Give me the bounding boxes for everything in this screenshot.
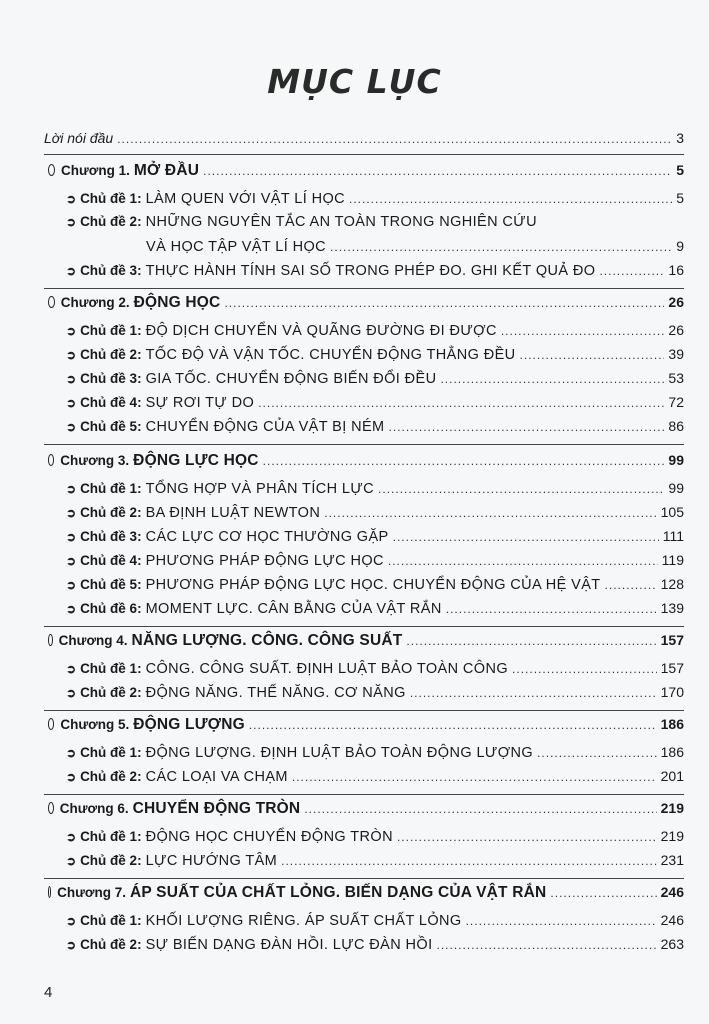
topic-title: ĐỘNG LƯỢNG. ĐỊNH LUẬT BẢO TOÀN ĐỘNG LƯỢNG: [145, 745, 534, 761]
chapter-title: ĐỘNG LỰC HỌC: [133, 452, 259, 469]
toc-topic-row[interactable]: [66, 480, 684, 497]
chapter-title: NĂNG LƯỢNG. CÔNG. CÔNG SUẤT: [131, 632, 403, 649]
page-ref: 3: [676, 130, 684, 146]
page-ref: 99: [668, 452, 684, 468]
divider: [44, 710, 684, 711]
leader-dots: [393, 530, 659, 544]
arrow-bullet-icon: ➲: [66, 770, 77, 784]
topic-title: LỰC HƯỚNG TÂM: [145, 853, 278, 869]
circle-bullet-icon: [48, 886, 51, 898]
toc-topic-row[interactable]: [66, 504, 684, 521]
leader-dots: [446, 602, 657, 616]
page-ref: 105: [660, 504, 684, 520]
leader-dots: [605, 578, 657, 592]
topic-title: PHƯƠNG PHÁP ĐỘNG LỰC HỌC: [145, 553, 384, 569]
arrow-bullet-icon: ➲: [66, 530, 77, 544]
arrow-bullet-icon: ➲: [66, 938, 77, 952]
toc-topic-row[interactable]: [66, 418, 684, 435]
divider: [44, 288, 684, 289]
divider: [44, 444, 684, 445]
toc-topic-row[interactable]: [66, 190, 684, 207]
chapter-label: Chương 7.: [57, 885, 127, 900]
leader-dots: [410, 686, 657, 700]
chapter-title: MỞ ĐẦU: [133, 162, 200, 179]
chapter-title: ĐỘNG LƯỢNG: [133, 716, 245, 733]
arrow-bullet-icon: ➲: [66, 396, 77, 410]
circle-bullet-icon: [48, 634, 53, 646]
divider: [44, 154, 684, 155]
page-ref: 53: [668, 370, 684, 386]
toc-topic-row[interactable]: [66, 576, 684, 593]
leader-dots: [397, 830, 657, 844]
topic-label: Chủ đề 2:: [80, 505, 142, 520]
arrow-bullet-icon: ➲: [66, 686, 77, 700]
leader-dots: [258, 396, 664, 410]
leader-dots: [203, 164, 672, 178]
intro-title: Lời nói đầu: [44, 130, 114, 146]
leader-dots: [349, 192, 672, 206]
chapter-title: ÁP SUẤT CỦA CHẤT LỎNG. BIẾN DẠNG CỦA VẬT RẮN: [130, 884, 547, 901]
page-ref: 5: [676, 190, 684, 206]
page-ref: 26: [668, 294, 684, 310]
topic-label: Chủ đề 1:: [80, 323, 142, 338]
arrow-bullet-icon: ➲: [66, 746, 77, 760]
arrow-bullet-icon: ➲: [66, 482, 77, 496]
page-ref: 186: [660, 744, 684, 760]
topic-title: KHỐI LƯỢNG RIÊNG. ÁP SUẤT CHẤT LỎNG: [145, 913, 462, 929]
topic-label: Chủ đề 5:: [80, 419, 142, 434]
topic-label: Chủ đề 5:: [80, 577, 142, 592]
leader-dots: [437, 938, 657, 952]
arrow-bullet-icon: ➲: [66, 324, 77, 338]
topic-label: Chủ đề 2:: [80, 685, 142, 700]
topic-label: Chủ đề 2:: [80, 769, 142, 784]
toc-chapter-row[interactable]: [48, 800, 684, 818]
topic-title-cont: VÀ HỌC TẬP VẬT LÍ HỌC: [146, 239, 327, 255]
leader-dots: [599, 264, 664, 278]
topic-label: Chủ đề 3:: [80, 371, 142, 386]
topic-title: MOMENT LỰC. CÂN BẰNG CỦA VẬT RẮN: [145, 601, 442, 617]
leader-dots: [512, 662, 657, 676]
divider: [44, 878, 684, 879]
leader-dots: [440, 372, 664, 386]
topic-label: Chủ đề 1:: [80, 745, 142, 760]
arrow-bullet-icon: ➲: [66, 348, 77, 362]
toc-chapter-row[interactable]: [48, 162, 684, 180]
toc-topic-row[interactable]: [66, 370, 684, 387]
leader-dots: [550, 886, 656, 900]
topic-label: Chủ đề 1:: [80, 481, 142, 496]
toc-topic-row[interactable]: [66, 912, 684, 929]
leader-dots: [224, 296, 664, 310]
topic-title: ĐỘ DỊCH CHUYỂN VÀ QUÃNG ĐƯỜNG ĐI ĐƯỢC: [145, 323, 497, 339]
page-number: 4: [44, 984, 53, 1001]
arrow-bullet-icon: ➲: [66, 420, 77, 434]
toc-intro-row[interactable]: [44, 130, 684, 146]
page-ref: 5: [676, 162, 684, 178]
chapter-label: Chương 2.: [60, 295, 130, 310]
leader-dots: [263, 454, 665, 468]
arrow-bullet-icon: ➲: [66, 506, 77, 520]
toc-chapter-row[interactable]: [48, 452, 684, 470]
topic-label: Chủ đề 1:: [80, 191, 142, 206]
topic-title: CÔNG. CÔNG SUẤT. ĐỊNH LUẬT BẢO TOÀN CÔNG: [145, 661, 509, 677]
page-ref: 16: [668, 262, 684, 278]
chapter-label: Chương 4.: [58, 633, 128, 648]
arrow-bullet-icon: ➲: [66, 192, 77, 206]
leader-dots: [281, 854, 657, 868]
toc-topic-row[interactable]: [66, 214, 684, 230]
page-ref: 86: [668, 418, 684, 434]
leader-dots: [330, 240, 672, 254]
page-ref: 231: [660, 852, 684, 868]
page-ref: 99: [668, 480, 684, 496]
toc-topic-row[interactable]: [66, 528, 684, 545]
toc-chapter-row[interactable]: [48, 632, 684, 650]
arrow-bullet-icon: ➲: [66, 662, 77, 676]
divider: [44, 794, 684, 795]
chapter-label: Chương 5.: [60, 717, 130, 732]
leader-dots: [378, 482, 664, 496]
page-ref: 157: [660, 660, 684, 676]
topic-title: CÁC LOẠI VA CHẠM: [145, 769, 288, 785]
toc-topic-row[interactable]: [66, 262, 684, 279]
toc-topic-row[interactable]: [66, 828, 684, 845]
leader-dots: [520, 348, 665, 362]
page-ref: 128: [660, 576, 684, 592]
topic-title: TỔNG HỢP VÀ PHÂN TÍCH LỰC: [145, 481, 375, 497]
chapter-title: CHUYỂN ĐỘNG TRÒN: [132, 800, 301, 817]
page-ref: 170: [660, 684, 684, 700]
toc-chapter-row[interactable]: [48, 294, 684, 312]
arrow-bullet-icon: ➲: [66, 372, 77, 386]
toc-topic-row[interactable]: [66, 660, 684, 677]
topic-title: CHUYỂN ĐỘNG CỦA VẬT BỊ NÉM: [145, 419, 385, 435]
leader-dots: [249, 718, 657, 732]
toc-topic-row[interactable]: [66, 684, 684, 701]
toc-topic-row[interactable]: [66, 744, 684, 761]
page-ref: 9: [676, 238, 684, 254]
topic-title: BA ĐỊNH LUẬT NEWTON: [145, 505, 321, 521]
topic-title: ĐỘNG HỌC CHUYỂN ĐỘNG TRÒN: [145, 829, 393, 845]
toc-topic-row[interactable]: [66, 600, 684, 617]
leader-dots: [389, 420, 665, 434]
page-ref: 119: [661, 552, 684, 568]
page-ref: 26: [668, 322, 684, 338]
topic-title: LÀM QUEN VỚI VẬT LÍ HỌC: [145, 191, 346, 207]
toc-topic-row[interactable]: [66, 322, 684, 339]
circle-bullet-icon: [48, 296, 55, 308]
topic-title: ĐỘNG NĂNG. THẾ NĂNG. CƠ NĂNG: [145, 685, 406, 701]
page-ref: 186: [660, 716, 684, 732]
topic-label: Chủ đề 1:: [80, 829, 142, 844]
circle-bullet-icon: [48, 164, 55, 176]
topic-label: Chủ đề 3:: [80, 529, 142, 544]
arrow-bullet-icon: ➲: [66, 554, 77, 568]
page-ref: 246: [660, 884, 684, 900]
circle-bullet-icon: [48, 454, 54, 466]
leader-dots: [304, 802, 656, 816]
arrow-bullet-icon: ➲: [66, 830, 77, 844]
topic-label: Chủ đề 4:: [80, 553, 142, 568]
arrow-bullet-icon: ➲: [66, 264, 77, 278]
topic-title: SỰ RƠI TỰ DO: [145, 395, 255, 411]
leader-dots: [117, 132, 672, 146]
circle-bullet-icon: [48, 802, 54, 814]
arrow-bullet-icon: ➲: [66, 854, 77, 868]
chapter-title: ĐỘNG HỌC: [133, 294, 221, 311]
page-ref: 201: [660, 768, 684, 784]
arrow-bullet-icon: ➲: [66, 602, 77, 616]
topic-label: Chủ đề 1:: [80, 913, 142, 928]
leader-dots: [324, 506, 656, 520]
topic-title: PHƯƠNG PHÁP ĐỘNG LỰC HỌC. CHUYỂN ĐỘNG CỦA HỆ VẬT: [145, 577, 601, 593]
topic-title: THỰC HÀNH TÍNH SAI SỐ TRONG PHÉP ĐO. GHI KẾT QUẢ ĐO: [145, 263, 596, 279]
topic-label: Chủ đề 2:: [80, 853, 142, 868]
chapter-label: Chương 1.: [61, 163, 130, 178]
leader-dots: [388, 554, 658, 568]
arrow-bullet-icon: ➲: [66, 215, 77, 229]
arrow-bullet-icon: ➲: [66, 914, 77, 928]
topic-label: Chủ đề 2:: [80, 937, 142, 952]
toc-topic-row[interactable]: [66, 768, 684, 785]
topic-title: GIA TỐC. CHUYỂN ĐỘNG BIẾN ĐỔI ĐỀU: [145, 371, 437, 387]
page-ref: 139: [660, 600, 684, 616]
topic-label: Chủ đề 2:: [80, 347, 142, 362]
topic-label: Chủ đề 3:: [80, 263, 142, 278]
page-ref: 219: [660, 800, 684, 816]
page-ref: 111: [662, 528, 684, 544]
toc-topic-row[interactable]: [66, 936, 684, 953]
chapter-label: Chương 3.: [60, 453, 130, 468]
leader-dots: [466, 914, 657, 928]
toc-topic-row-cont[interactable]: [146, 238, 684, 255]
page-ref: 72: [668, 394, 684, 410]
page-ref: 219: [660, 828, 684, 844]
toc-topic-row[interactable]: [66, 552, 684, 569]
toc-chapter-row[interactable]: [48, 884, 684, 902]
topic-title: CÁC LỰC CƠ HỌC THƯỜNG GẶP: [145, 529, 389, 545]
topic-title: NHỮNG NGUYÊN TẮC AN TOÀN TRONG NGHIÊN CỨU: [145, 214, 537, 230]
leader-dots: [501, 324, 665, 338]
toc-topic-row[interactable]: [66, 852, 684, 869]
toc-topic-row[interactable]: [66, 394, 684, 411]
page-title: MỤC LỤC: [267, 62, 442, 101]
divider: [44, 626, 684, 627]
page-ref: 246: [660, 912, 684, 928]
topic-label: Chủ đề 2:: [80, 214, 142, 229]
page-ref: 157: [660, 632, 684, 648]
leader-dots: [406, 634, 656, 648]
leader-dots: [537, 746, 657, 760]
circle-bullet-icon: [48, 718, 54, 730]
toc-chapter-row[interactable]: [48, 716, 684, 734]
page-ref: 263: [660, 936, 684, 952]
page-ref: 39: [668, 346, 684, 362]
arrow-bullet-icon: ➲: [66, 578, 77, 592]
topic-title: TỐC ĐỘ VÀ VẬN TỐC. CHUYỂN ĐỘNG THẲNG ĐỀU: [145, 347, 516, 363]
topic-title: SỰ BIẾN DẠNG ĐÀN HỒI. LỰC ĐÀN HỒI: [145, 937, 433, 953]
leader-dots: [292, 770, 657, 784]
toc-topic-row[interactable]: [66, 346, 684, 363]
topic-label: Chủ đề 1:: [80, 661, 142, 676]
topic-label: Chủ đề 4:: [80, 395, 142, 410]
chapter-label: Chương 6.: [59, 801, 129, 816]
topic-label: Chủ đề 6:: [80, 601, 142, 616]
